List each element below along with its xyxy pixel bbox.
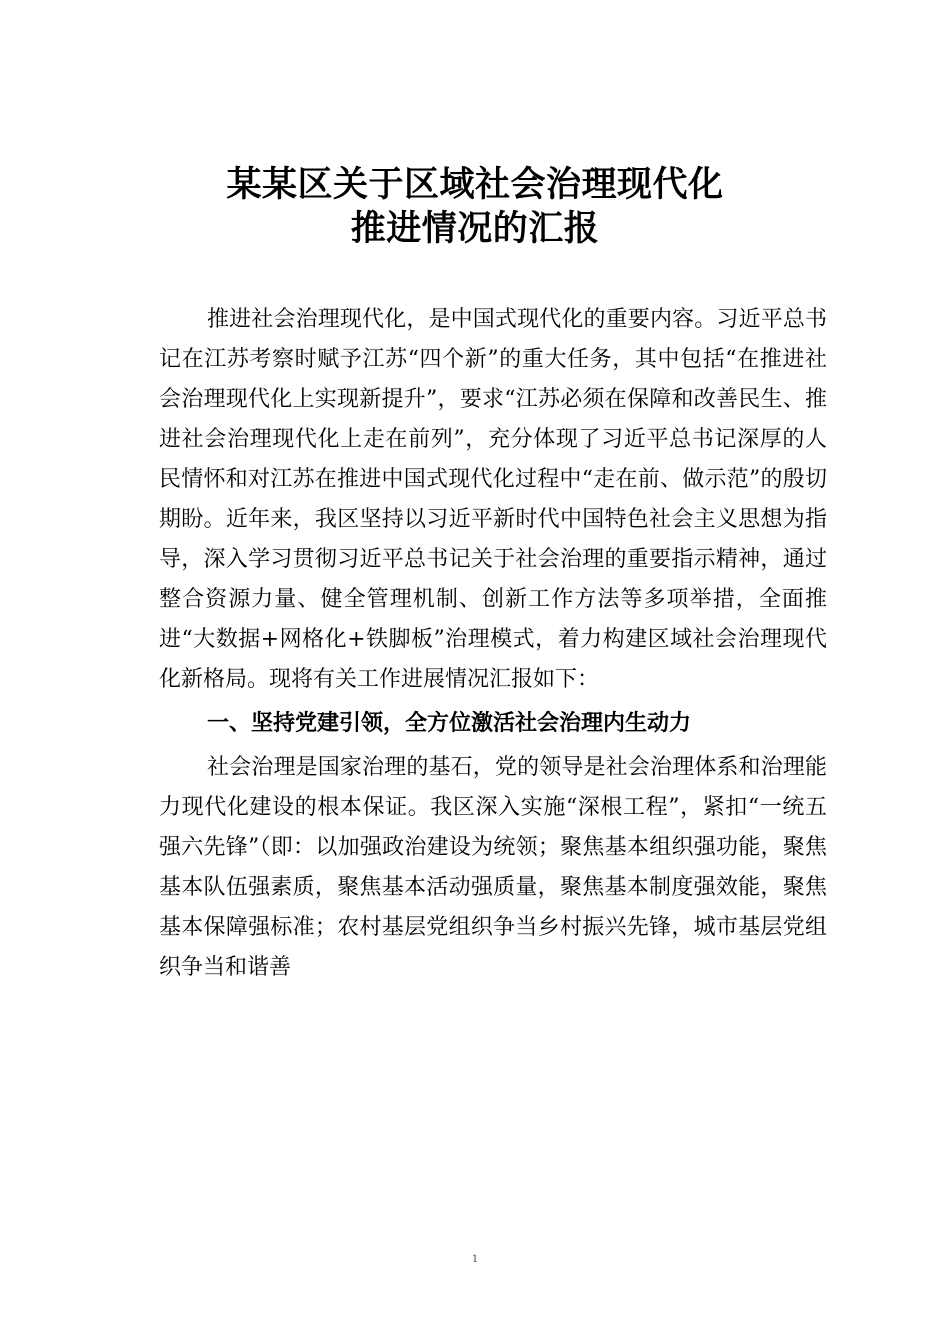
document-body <box>159 300 827 988</box>
title-line-1: 某某区关于区域社会治理现代化 <box>226 165 724 205</box>
document-title <box>0 163 950 251</box>
intro-paragraph: 推进社会治理现代化，是中国式现代化的重要内容。习近平总书记在江苏考察时赋予江苏“四个新”的重大任务，其中包括“在推进社会治理现代化上实现新提升”，要求“江苏必须在保障和改善民生、推进社会治理现代化上走在前列”，充分体现了习近平总书记深厚的人民情怀和对江苏在推进中国式现代化过程中“走在前、做示范”的殷切期盼。近年来，我区坚持以习近平新时代中国特色社会主义思想为指导，深入学习贯彻习近平总书记关于社会治理的重要指示精神，通过整合资源力量、健全管理机制、创新工作方法等多项举措，全面推进“大数据+网格化+铁脚板”治理模式，着力构建区域社会治理现代化新格局。现将有关工作进展情况汇报如下： <box>159 307 827 692</box>
section-1-paragraph: 社会治理是国家治理的基石，党的领导是社会治理体系和治理能力现代化建设的根本保证。我区深入实施“深根工程”，紧扣“一统五强六先锋”（即：以加强政治建设为统领；聚焦基本组织强功能，聚焦基本队伍强素质，聚焦基本活动强质量，聚焦基本制度强效能，聚焦基本保障强标准；农村基层党组织争当乡村振兴先锋，城市基层党组织争当和谐善 <box>159 755 827 980</box>
title-line-2: 推进情况的汇报 <box>350 209 600 249</box>
page-number: 1 <box>471 1254 479 1265</box>
section-1-heading: 一、坚持党建引领，全方位激活社会治理内生动力 <box>207 711 692 736</box>
